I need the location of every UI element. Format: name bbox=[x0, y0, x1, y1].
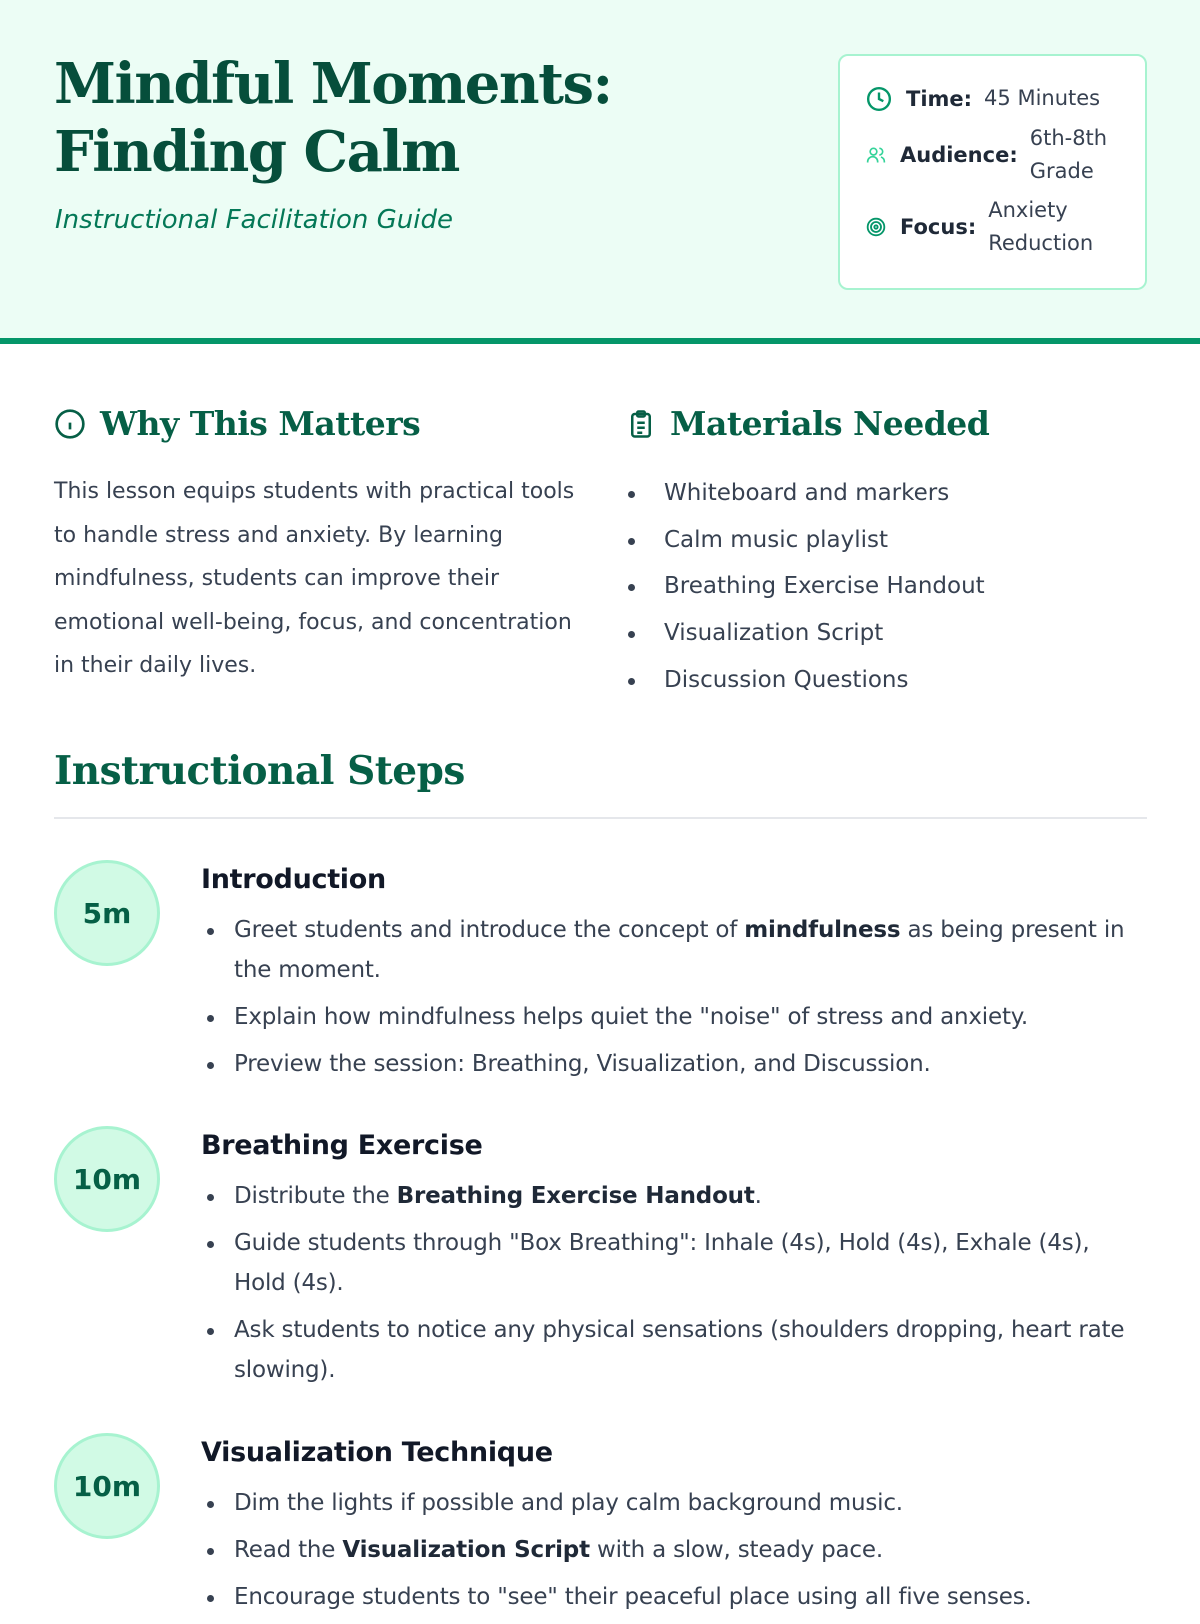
step-bullets bbox=[201, 1176, 1141, 1397]
step-duration-badge: 5m bbox=[54, 860, 160, 966]
why-text: This lesson equips students with practical tools to handle stress and anxiety. By learning mindfulness, students can improve their emotional well-being, focus, and concentration in their daily lives. bbox=[54, 479, 575, 678]
divider bbox=[54, 817, 1147, 819]
target-icon bbox=[866, 217, 886, 237]
list-item: Breathing Exercise Handout bbox=[626, 563, 985, 610]
info-icon bbox=[54, 408, 86, 440]
materials-list bbox=[626, 470, 985, 704]
step-bullets bbox=[201, 1483, 1141, 1624]
step-title: Introduction bbox=[201, 864, 386, 895]
info-focus: Focus: Anxiety Reduction bbox=[866, 194, 1108, 260]
list-item: Visualization Script bbox=[626, 610, 985, 657]
list-item: Distribute the Breathing Exercise Handout. bbox=[201, 1176, 1141, 1216]
list-item: Guide students through "Box Breathing": Inhale (4s), Hold (4s), Exhale (4s), Hold (4s). bbox=[201, 1223, 1141, 1303]
list-item: Ask students to notice any physical sensations (shoulders dropping, heart rate slowing). bbox=[201, 1310, 1141, 1390]
step-bullets bbox=[201, 910, 1141, 1091]
list-item: Greet students and introduce the concept of mindfulness as being present in the moment. bbox=[201, 910, 1141, 990]
header bbox=[0, 0, 1200, 344]
materials-heading: Materials Needed bbox=[626, 404, 989, 443]
why-heading: Why This Matters bbox=[54, 404, 420, 443]
step-title: Visualization Technique bbox=[201, 1437, 553, 1468]
list-item: Dim the lights if possible and play calm background music. bbox=[201, 1483, 1141, 1523]
list-item: Calm music playlist bbox=[626, 517, 985, 564]
info-time: Time: 45 Minutes bbox=[866, 82, 1100, 115]
page-title: Mindful Moments: Finding Calm bbox=[54, 51, 612, 185]
step-title: Breathing Exercise bbox=[201, 1130, 483, 1161]
info-audience: Audience: 6th-8th Grade bbox=[866, 122, 1120, 188]
list-item: Discussion Questions bbox=[626, 657, 985, 704]
page-subtitle: Instructional Facilitation Guide bbox=[55, 205, 453, 235]
list-item: Explain how mindfulness helps quiet the "noise" of stress and anxiety. bbox=[201, 997, 1141, 1037]
list-item: Read the Visualization Script with a slow, steady pace. bbox=[201, 1530, 1141, 1570]
lesson-info-card bbox=[838, 54, 1147, 290]
step-duration-badge: 10m bbox=[54, 1433, 160, 1539]
users-icon bbox=[866, 145, 886, 165]
list-item: Whiteboard and markers bbox=[626, 470, 985, 517]
clipboard-icon bbox=[626, 408, 656, 440]
list-item: Preview the session: Breathing, Visualization, and Discussion. bbox=[201, 1044, 1141, 1084]
steps-heading: Instructional Steps bbox=[54, 748, 465, 794]
list-item: Encourage students to "see" their peaceful place using all five senses. bbox=[201, 1577, 1141, 1617]
clock-icon bbox=[866, 86, 892, 112]
step-duration-badge: 10m bbox=[54, 1126, 160, 1232]
